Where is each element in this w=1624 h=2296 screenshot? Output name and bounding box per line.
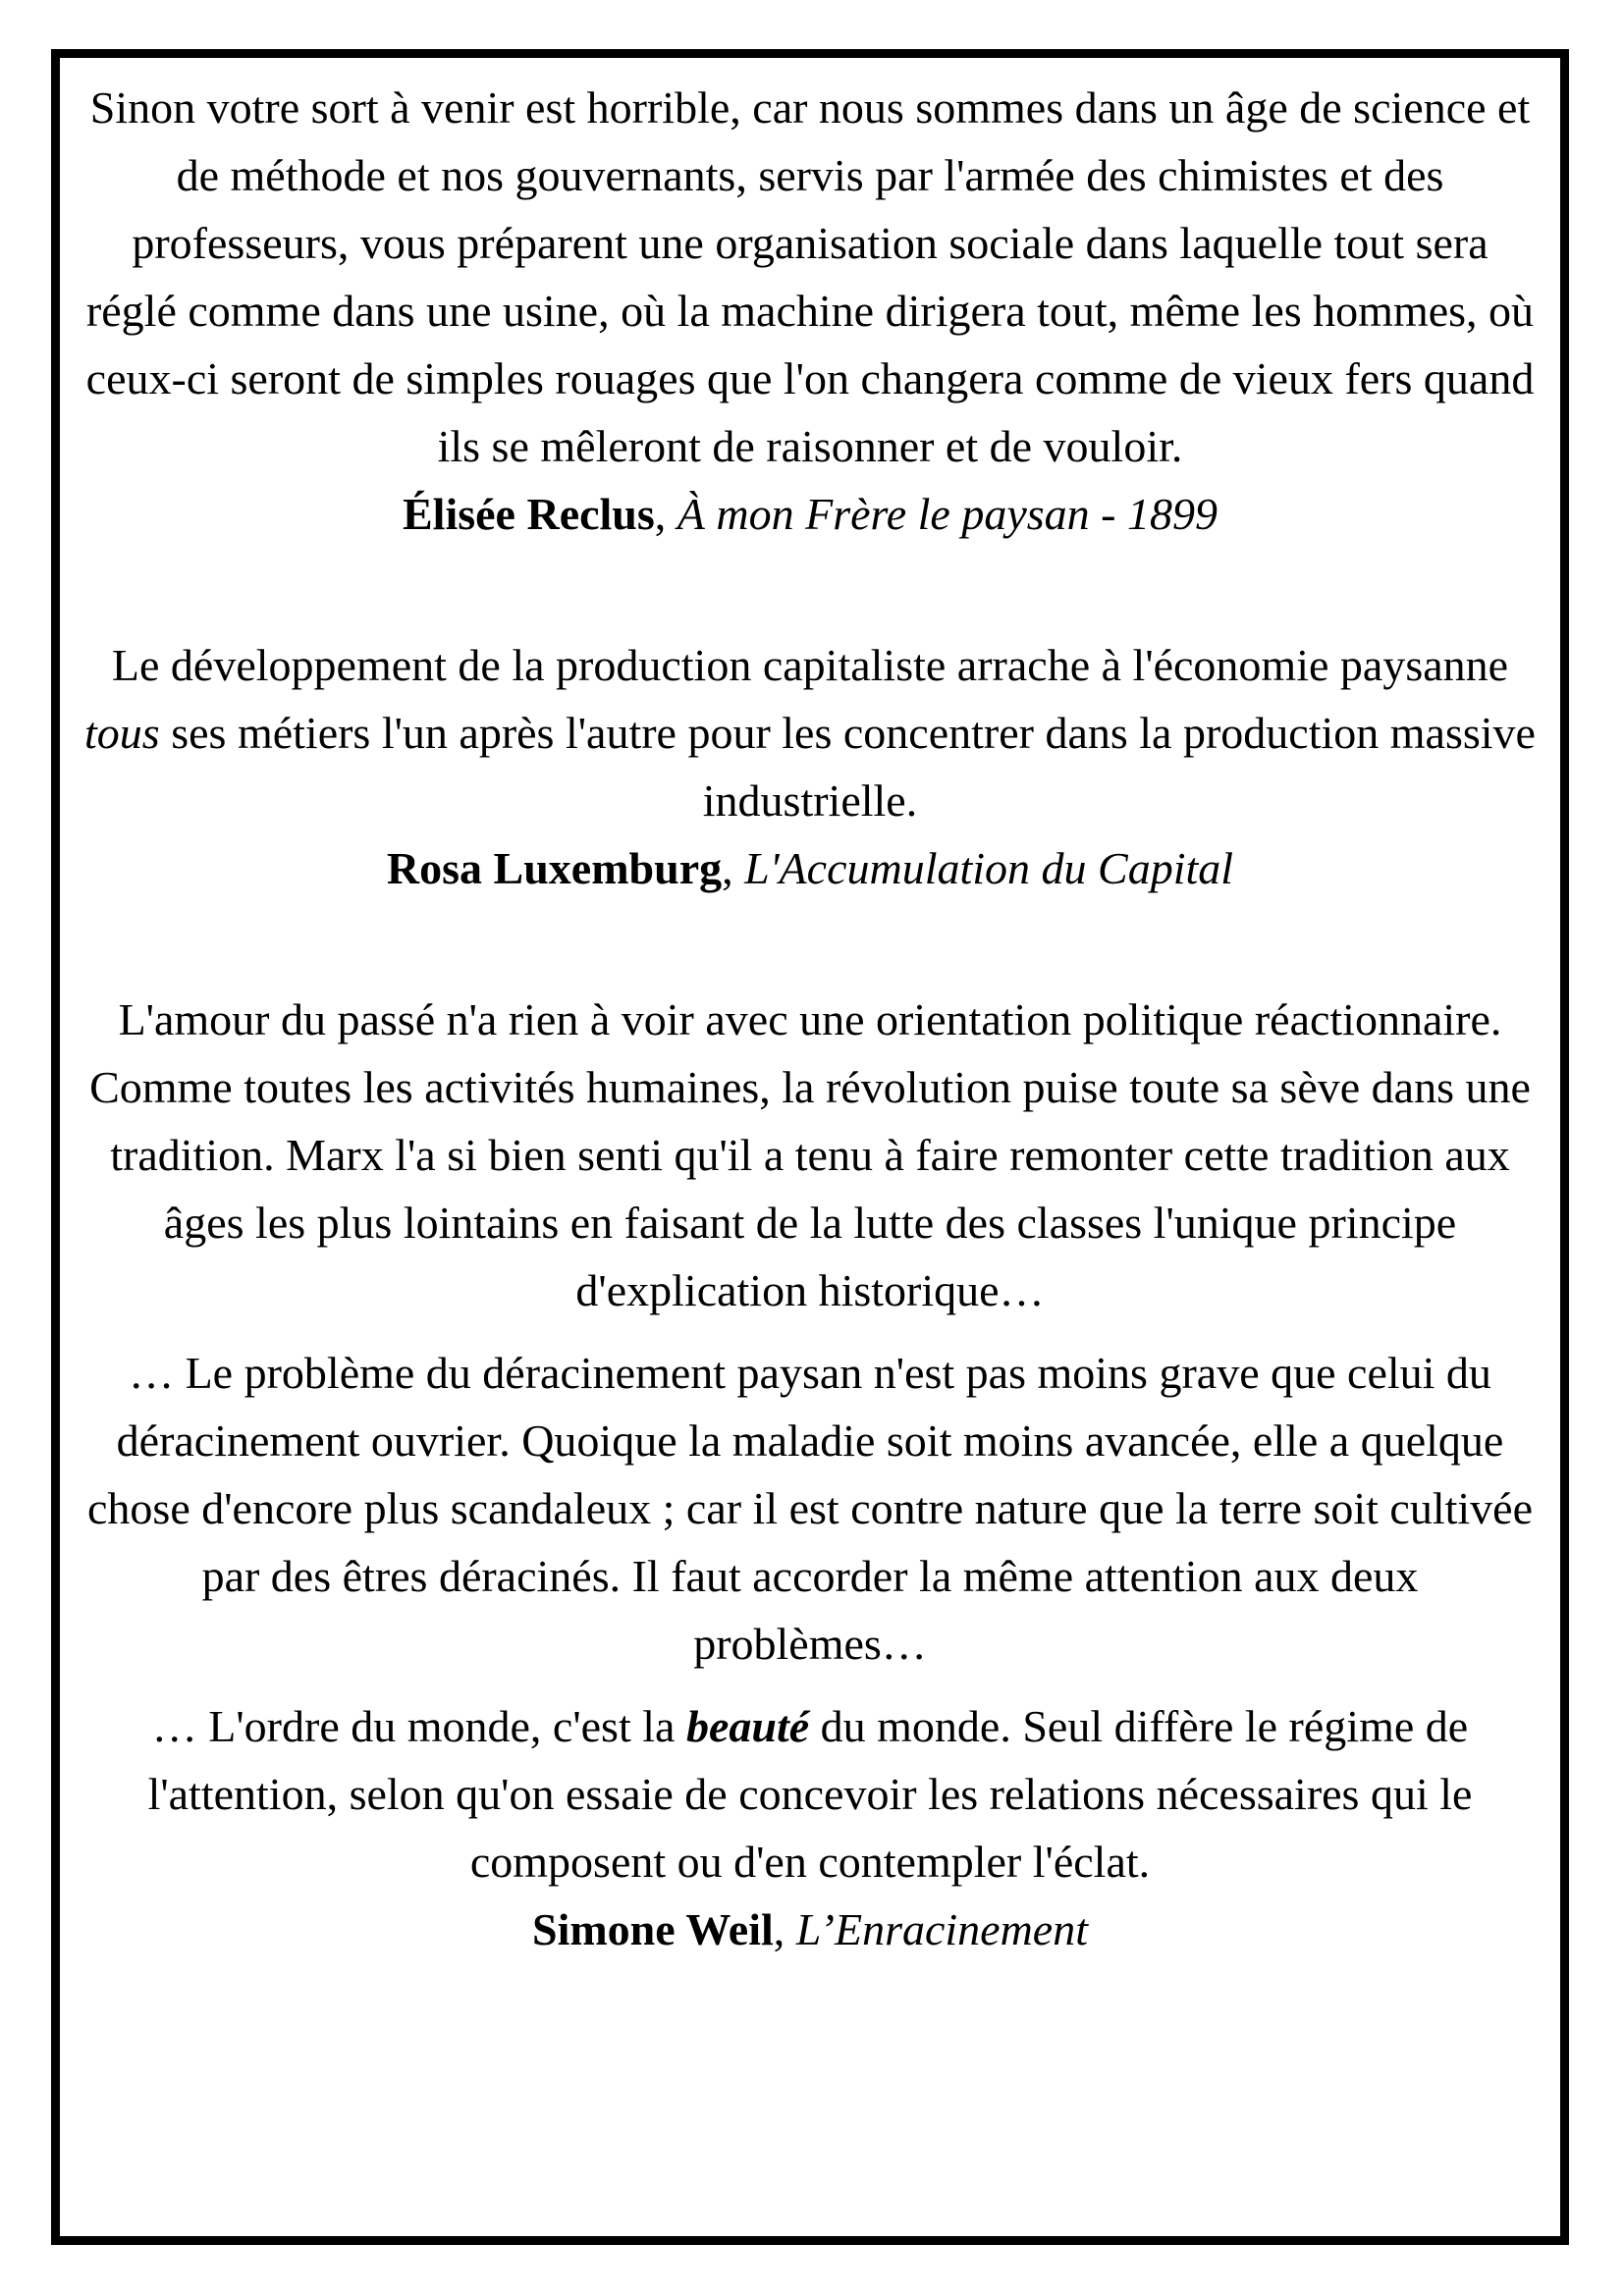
quote-paragraph — [83, 1692, 1537, 1896]
quote-text: ses métiers l'un après l'autre pour les concentrer dans la production massive industrielle. — [159, 708, 1536, 826]
quote-block-weil — [83, 986, 1537, 1963]
attribution-separator: , — [722, 843, 745, 893]
quote-paragraph — [83, 74, 1537, 480]
quote-attribution — [83, 1896, 1537, 1963]
attribution-separator: , — [654, 489, 677, 539]
quote-attribution — [83, 480, 1537, 548]
page-border-frame — [51, 49, 1569, 2245]
quote-paragraph — [83, 1339, 1537, 1678]
quote-paragraph — [83, 631, 1537, 834]
quote-block-reclus — [83, 74, 1537, 548]
quote-text: Le développement de la production capitaliste arrache à l'économie paysanne — [111, 640, 1509, 690]
attribution-separator: , — [773, 1904, 796, 1954]
quote-paragraph — [83, 986, 1537, 1324]
quote-text: L'amour du passé n'a rien à voir avec une orientation politique réactionnaire. Comme toutes les activités humaines, la révolution puise toute sa sève dans une tradition. Marx l'a si bien senti qu'il a tenu à faire remonter cette tradition aux âges les plus lointains en faisant de la lutte des classes l'unique principe d'explication historique… — [89, 994, 1531, 1315]
quote-text-italic: tous — [84, 708, 160, 758]
work-title: L’Enracinement — [795, 1904, 1089, 1954]
work-title: L'Accumulation du Capital — [744, 843, 1234, 893]
author-name: Simone Weil — [531, 1904, 774, 1954]
quote-text: … L'ordre du monde, c'est la — [151, 1701, 686, 1751]
quote-text-bold-italic: beauté — [685, 1701, 810, 1751]
author-name: Rosa Luxemburg — [386, 843, 723, 893]
author-name: Élisée Reclus — [403, 489, 655, 539]
quote-text: … Le problème du déracinement paysan n'est pas moins grave que celui du déracinement ouvrier. Quoique la maladie soit moins avancée, elle a quelque chose d'encore plus scandaleux ; car il est contre nature que la terre soit cultivée par des êtres déracinés. Il faut accorder la même attention aux deux problèmes… — [87, 1348, 1533, 1669]
quote-block-luxemburg — [83, 631, 1537, 902]
quote-attribution — [83, 834, 1537, 902]
quote-text: du monde. Seul diffère le régime de l'attention, selon qu'on essaie de concevoir les relations nécessaires qui le composent ou d'en contempler l'éclat. — [147, 1701, 1473, 1887]
work-title: À mon Frère le paysan - 1899 — [677, 489, 1218, 539]
quote-text: Sinon votre sort à venir est horrible, car nous sommes dans un âge de science et de méthode et nos gouvernants, servis par l'armée des chimistes et des professeurs, vous préparent une organisation sociale dans laquelle tout sera réglé comme dans une usine, où la machine dirigera tout, même les hommes, où ceux-ci seront de simples rouages que l'on changera comme de vieux fers quand ils se mêleront de raisonner et de vouloir. — [85, 82, 1535, 471]
